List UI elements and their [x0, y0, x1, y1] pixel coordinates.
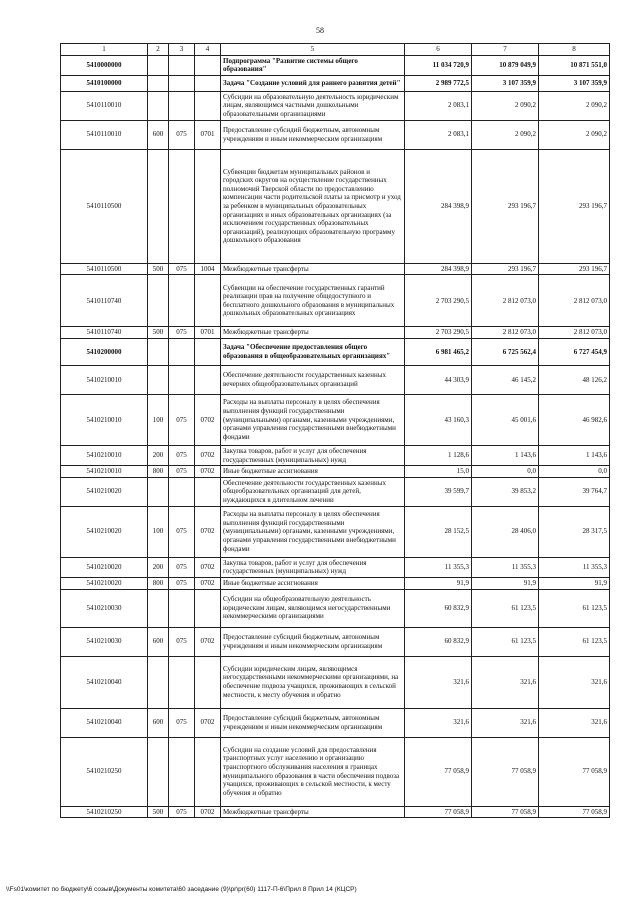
section-cell — [195, 91, 221, 120]
expense-type-cell — [148, 75, 169, 91]
expense-type-cell: 100 — [148, 394, 169, 445]
item-name-cell: Задача "Обеспечение предоставления общего образования в общеобразовательных организациях" — [221, 338, 405, 365]
item-name-cell: Предоставление субсидий бюджетным, автономным учреждениям и иным некоммерческим организациям — [221, 120, 405, 149]
classification-code-cell: 5410000000 — [61, 55, 148, 75]
classification-code-cell: 5410210030 — [61, 589, 148, 627]
department-cell — [169, 149, 195, 263]
item-name-cell: Обеспечение деятельности государственных казенных общеобразовательных организаций для детей, нуждающихся в длительном лечении — [221, 477, 405, 506]
department-cell: 075 — [169, 627, 195, 656]
table-row — [61, 149, 610, 263]
department-cell: 075 — [169, 506, 195, 557]
table-row — [61, 737, 610, 806]
table-row — [61, 445, 610, 465]
classification-code-cell: 5410110740 — [61, 275, 148, 327]
department-cell: 075 — [169, 466, 195, 478]
item-name-cell: Субсидии на образовательную деятельность юридическим лицам, являющимся частными дошкольными образовательными организациями — [221, 91, 405, 120]
expense-type-cell: 600 — [148, 627, 169, 656]
section-cell — [195, 149, 221, 263]
department-cell: 075 — [169, 577, 195, 589]
expense-type-cell — [148, 365, 169, 394]
department-cell: 075 — [169, 708, 195, 737]
table-row — [61, 120, 610, 149]
table-row — [61, 263, 610, 275]
amount-year3-cell: 2 812 073,0 — [539, 275, 610, 327]
amount-year3-cell: 39 764,7 — [539, 477, 610, 506]
classification-code-cell: 5410210010 — [61, 394, 148, 445]
amount-year1-cell: 321,6 — [405, 656, 472, 708]
department-cell — [169, 589, 195, 627]
amount-year1-cell: 11 355,3 — [405, 557, 472, 577]
department-cell — [169, 737, 195, 806]
classification-code-cell: 5410210250 — [61, 806, 148, 818]
section-cell — [195, 477, 221, 506]
table-row — [61, 75, 610, 91]
expense-type-cell: 200 — [148, 557, 169, 577]
amount-year3-cell: 77 058,9 — [539, 737, 610, 806]
item-name-cell: Предоставление субсидий бюджетным, автономным учреждениям и иным некоммерческим организациям — [221, 627, 405, 656]
classification-code-cell: 5410210020 — [61, 557, 148, 577]
section-cell — [195, 338, 221, 365]
expense-type-cell — [148, 737, 169, 806]
amount-year1-cell: 15,0 — [405, 466, 472, 478]
department-cell: 075 — [169, 120, 195, 149]
amount-year3-cell: 28 317,5 — [539, 506, 610, 557]
amount-year2-cell: 2 090,2 — [472, 120, 539, 149]
section-cell: 0702 — [195, 577, 221, 589]
amount-year3-cell: 293 196,7 — [539, 149, 610, 263]
classification-code-cell: 5410210030 — [61, 627, 148, 656]
table-row — [61, 589, 610, 627]
table-row — [61, 91, 610, 120]
department-cell — [169, 75, 195, 91]
amount-year2-cell: 77 058,9 — [472, 806, 539, 818]
amount-year3-cell: 1 143,6 — [539, 445, 610, 465]
section-cell — [195, 737, 221, 806]
classification-code-cell: 5410210010 — [61, 445, 148, 465]
amount-year3-cell: 6 727 454,9 — [539, 338, 610, 365]
amount-year3-cell: 48 126,2 — [539, 365, 610, 394]
amount-year2-cell: 11 355,3 — [472, 557, 539, 577]
section-cell: 0702 — [195, 708, 221, 737]
amount-year1-cell: 2 083,1 — [405, 120, 472, 149]
section-cell: 0702 — [195, 445, 221, 465]
expense-type-cell: 600 — [148, 708, 169, 737]
amount-year3-cell: 0,0 — [539, 466, 610, 478]
amount-year3-cell: 46 982,6 — [539, 394, 610, 445]
amount-year3-cell: 321,6 — [539, 656, 610, 708]
department-cell: 075 — [169, 327, 195, 339]
header-cell: 6 — [405, 44, 472, 56]
table-row — [61, 55, 610, 75]
amount-year1-cell: 60 832,9 — [405, 589, 472, 627]
amount-year3-cell: 321,6 — [539, 708, 610, 737]
department-cell — [169, 275, 195, 327]
item-name-cell: Субвенции на обеспечение государственных гарантий реализации прав на получение общедоступного и бесплатного дошкольного образования в муниципальных дошкольных образовательных организациях — [221, 275, 405, 327]
expense-type-cell — [148, 275, 169, 327]
amount-year3-cell: 91,9 — [539, 577, 610, 589]
section-cell: 0702 — [195, 806, 221, 818]
department-cell — [169, 365, 195, 394]
item-name-cell: Субсидии на общеобразовательную деятельность юридическим лицам, являющимся негосударственными некоммерческими организациями — [221, 589, 405, 627]
amount-year1-cell: 284 398,9 — [405, 263, 472, 275]
item-name-cell: Закупка товаров, работ и услуг для обеспечения государственных (муниципальных) нужд — [221, 557, 405, 577]
header-cell: 3 — [169, 44, 195, 56]
amount-year1-cell: 44 303,9 — [405, 365, 472, 394]
expense-type-cell: 500 — [148, 263, 169, 275]
amount-year2-cell: 3 107 359,9 — [472, 75, 539, 91]
budget-table — [60, 43, 610, 818]
expense-type-cell — [148, 477, 169, 506]
amount-year3-cell: 3 107 359,9 — [539, 75, 610, 91]
item-name-cell: Иные бюджетные ассигнования — [221, 577, 405, 589]
expense-type-cell: 800 — [148, 577, 169, 589]
department-cell — [169, 55, 195, 75]
department-cell — [169, 338, 195, 365]
table-row — [61, 656, 610, 708]
amount-year3-cell: 2 090,2 — [539, 91, 610, 120]
expense-type-cell — [148, 55, 169, 75]
section-cell — [195, 55, 221, 75]
item-name-cell: Предоставление субсидий бюджетным, автономным учреждениям и иным некоммерческим организациям — [221, 708, 405, 737]
amount-year3-cell: 293 196,7 — [539, 263, 610, 275]
amount-year1-cell: 91,9 — [405, 577, 472, 589]
department-cell: 075 — [169, 394, 195, 445]
amount-year2-cell: 91,9 — [472, 577, 539, 589]
item-name-cell: Межбюджетные трансферты — [221, 806, 405, 818]
section-cell — [195, 275, 221, 327]
section-cell: 0702 — [195, 506, 221, 557]
amount-year2-cell: 61 123,5 — [472, 627, 539, 656]
amount-year2-cell: 39 853,2 — [472, 477, 539, 506]
header-cell: 5 — [221, 44, 405, 56]
expense-type-cell: 500 — [148, 327, 169, 339]
amount-year2-cell: 2 812 073,0 — [472, 275, 539, 327]
table-row — [61, 338, 610, 365]
item-name-cell: Субвенции бюджетам муниципальных районов и городских округов на осуществление государственных полномочий Тверской области по предоставлению компенсации части родительской платы за присмотр и уход за ребенком в муниципальных образовательных организациях и иных образовательных организациях (за исключением государственных образовательных организаций), реализующих образовательную программу дошкольного образования — [221, 149, 405, 263]
amount-year3-cell: 61 123,5 — [539, 627, 610, 656]
department-cell: 075 — [169, 806, 195, 818]
amount-year1-cell: 28 152,5 — [405, 506, 472, 557]
amount-year1-cell: 284 398,9 — [405, 149, 472, 263]
classification-code-cell: 5410210020 — [61, 506, 148, 557]
table-row — [61, 275, 610, 327]
classification-code-cell: 5410210040 — [61, 656, 148, 708]
expense-type-cell: 600 — [148, 120, 169, 149]
amount-year2-cell: 0,0 — [472, 466, 539, 478]
header-cell: 2 — [148, 44, 169, 56]
amount-year1-cell: 1 128,6 — [405, 445, 472, 465]
classification-code-cell: 5410110500 — [61, 263, 148, 275]
table-row — [61, 394, 610, 445]
amount-year2-cell: 2 812 073,0 — [472, 327, 539, 339]
item-name-cell: Расходы на выплаты персоналу в целях обеспечения выполнения функций государственными (муниципальными) органами, казенными учреждениями, органами управления государственными внебюджетными фондами — [221, 506, 405, 557]
item-name-cell: Расходы на выплаты персоналу в целях обеспечения выполнения функций государственными (муниципальными) органами, казенными учреждениями, органами управления государственными внебюджетными фондами — [221, 394, 405, 445]
department-cell — [169, 91, 195, 120]
header-cell: 7 — [472, 44, 539, 56]
amount-year2-cell: 28 406,0 — [472, 506, 539, 557]
item-name-cell: Подпрограмма "Развитие системы общего образования" — [221, 55, 405, 75]
amount-year1-cell: 43 160,3 — [405, 394, 472, 445]
table-header-row — [61, 44, 610, 56]
table-row — [61, 708, 610, 737]
expense-type-cell — [148, 91, 169, 120]
section-cell: 0702 — [195, 627, 221, 656]
amount-year3-cell: 2 812 073,0 — [539, 327, 610, 339]
classification-code-cell: 5410210040 — [61, 708, 148, 737]
amount-year1-cell: 60 832,9 — [405, 627, 472, 656]
expense-type-cell — [148, 656, 169, 708]
amount-year1-cell: 77 058,9 — [405, 806, 472, 818]
table-row — [61, 557, 610, 577]
item-name-cell: Межбюджетные трансферты — [221, 327, 405, 339]
section-cell: 0701 — [195, 120, 221, 149]
classification-code-cell: 5410210250 — [61, 737, 148, 806]
department-cell: 075 — [169, 263, 195, 275]
expense-type-cell — [148, 589, 169, 627]
item-name-cell: Закупка товаров, работ и услуг для обеспечения государственных (муниципальных) нужд — [221, 445, 405, 465]
amount-year1-cell: 6 981 465,2 — [405, 338, 472, 365]
amount-year2-cell: 6 725 562,4 — [472, 338, 539, 365]
amount-year2-cell: 77 058,9 — [472, 737, 539, 806]
section-cell: 0701 — [195, 327, 221, 339]
amount-year1-cell: 77 058,9 — [405, 737, 472, 806]
footer-file-path: \\Fs01\комитет по бюджету\6 созыв\Документы комитета\60 заседание (9)\pr\pr(60) 1117-П-6\Прил 8 Прил 14 (КЦСР) — [6, 886, 357, 893]
expense-type-cell — [148, 338, 169, 365]
classification-code-cell: 5410110010 — [61, 91, 148, 120]
department-cell — [169, 656, 195, 708]
amount-year2-cell: 10 879 049,9 — [472, 55, 539, 75]
expense-type-cell: 200 — [148, 445, 169, 465]
classification-code-cell: 5410200000 — [61, 338, 148, 365]
table-row — [61, 365, 610, 394]
classification-code-cell: 5410210010 — [61, 365, 148, 394]
amount-year3-cell: 10 871 551,0 — [539, 55, 610, 75]
expense-type-cell — [148, 149, 169, 263]
section-cell: 0702 — [195, 557, 221, 577]
classification-code-cell: 5410210020 — [61, 577, 148, 589]
table-row — [61, 577, 610, 589]
expense-type-cell: 100 — [148, 506, 169, 557]
section-cell — [195, 589, 221, 627]
department-cell: 075 — [169, 557, 195, 577]
header-cell: 4 — [195, 44, 221, 56]
item-name-cell: Межбюджетные трансферты — [221, 263, 405, 275]
classification-code-cell: 5410210010 — [61, 466, 148, 478]
amount-year1-cell: 2 703 290,5 — [405, 275, 472, 327]
item-name-cell: Иные бюджетные ассигнования — [221, 466, 405, 478]
table-row — [61, 477, 610, 506]
item-name-cell: Субсидии на создание условий для предоставления транспортных услуг населению и организацию транспортного обслуживания населения в границах муниципального образования в части обеспечения подвоза учащихся, проживающих в сельской местности, к месту обучения и обратно — [221, 737, 405, 806]
expense-type-cell: 800 — [148, 466, 169, 478]
amount-year2-cell: 46 145,2 — [472, 365, 539, 394]
amount-year2-cell: 45 001,6 — [472, 394, 539, 445]
item-name-cell: Субсидии юридическим лицам, являющимся негосударственными некоммерческими организациями, на обеспечение подвоза учащихся, проживающих в сельской местности, к месту обучения и обратно — [221, 656, 405, 708]
table-row — [61, 806, 610, 818]
section-cell — [195, 75, 221, 91]
amount-year1-cell: 39 599,7 — [405, 477, 472, 506]
page-number: 58 — [316, 26, 324, 35]
section-cell: 0702 — [195, 394, 221, 445]
amount-year2-cell: 1 143,6 — [472, 445, 539, 465]
amount-year2-cell: 293 196,7 — [472, 149, 539, 263]
amount-year1-cell: 2 083,1 — [405, 91, 472, 120]
amount-year2-cell: 2 090,2 — [472, 91, 539, 120]
amount-year1-cell: 11 034 720,9 — [405, 55, 472, 75]
expense-type-cell: 500 — [148, 806, 169, 818]
amount-year2-cell: 293 196,7 — [472, 263, 539, 275]
classification-code-cell: 5410110010 — [61, 120, 148, 149]
section-cell: 0702 — [195, 466, 221, 478]
item-name-cell: Задача "Создание условий для раннего развития детей" — [221, 75, 405, 91]
header-cell: 1 — [61, 44, 148, 56]
classification-code-cell: 5410210020 — [61, 477, 148, 506]
item-name-cell: Обеспечение деятельности государственных казенных вечерних общеобразовательных организаций — [221, 365, 405, 394]
classification-code-cell: 5410110740 — [61, 327, 148, 339]
classification-code-cell: 5410100000 — [61, 75, 148, 91]
table-row — [61, 627, 610, 656]
department-cell: 075 — [169, 445, 195, 465]
section-cell — [195, 365, 221, 394]
amount-year2-cell: 321,6 — [472, 708, 539, 737]
classification-code-cell: 5410110500 — [61, 149, 148, 263]
table-row — [61, 327, 610, 339]
amount-year3-cell: 77 058,9 — [539, 806, 610, 818]
amount-year3-cell: 2 090,2 — [539, 120, 610, 149]
section-cell — [195, 656, 221, 708]
department-cell — [169, 477, 195, 506]
amount-year1-cell: 321,6 — [405, 708, 472, 737]
header-cell: 8 — [539, 44, 610, 56]
amount-year1-cell: 2 703 290,5 — [405, 327, 472, 339]
table-row — [61, 466, 610, 478]
amount-year3-cell: 61 123,5 — [539, 589, 610, 627]
table-row — [61, 506, 610, 557]
section-cell: 1004 — [195, 263, 221, 275]
amount-year1-cell: 2 989 772,5 — [405, 75, 472, 91]
amount-year3-cell: 11 355,3 — [539, 557, 610, 577]
amount-year2-cell: 321,6 — [472, 656, 539, 708]
amount-year2-cell: 61 123,5 — [472, 589, 539, 627]
